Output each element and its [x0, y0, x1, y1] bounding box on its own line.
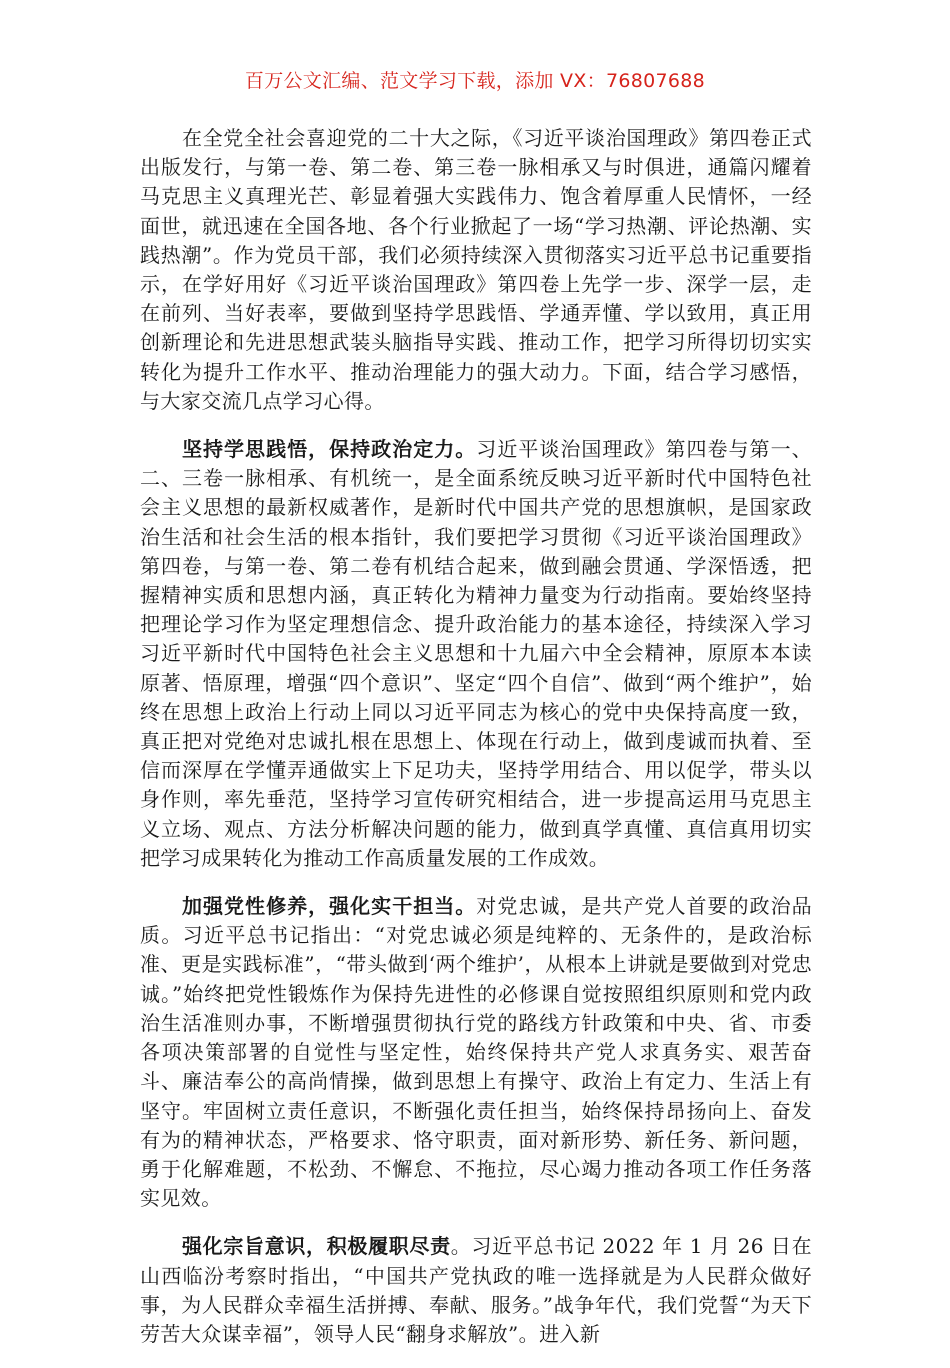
paragraph-section-1 — [140, 435, 812, 873]
document-body — [140, 124, 812, 1368]
paragraph-text: 对党忠诚，是共产党人首要的政治品质。习近平总书记指出：“对党忠诚必须是纯粹的、无条件的，是政治标准、更是实践标准”，“带头做到‘两个维护’，从根本上讲就是要做到对党忠诚。”始终把党性锻炼作为保持先进性的必修课自觉按照组织原则和党内政治生活准则办事，不断增强贯彻执行党的路线方针政策和中央、省、市委各项决策部署的自觉性与坚定性，始终保持共产党人求真务实、艰苦奋斗、廉洁奉公的高尚情操，做到思想上有操守、政治上有定力、生活上有坚守。牢固树立责任意识，不断强化责任担当，始终保持昂扬向上、奋发有为的精神状态，严格要求、恪守职责，面对新形势、新任务、新问题，勇于化解难题，不松劲、不懈怠、不拖拉，尽心竭力推动各项工作任务落实见效。 — [140, 894, 812, 1211]
section-heading: 坚持学思践悟，保持政治定力。 — [182, 437, 477, 462]
section-heading: 强化宗旨意识，积极履职尽责 — [182, 1234, 451, 1259]
paragraph-section-3 — [140, 1232, 812, 1349]
paragraph-text: 习近平谈治国理政》第四卷与第一、二、三卷一脉相承、有机统一，是全面系统反映习近平新时代中国特色社会主义思想的最新权威著作，是新时代中国共产党的思想旗帜，是国家政治生活和社会生活的根本指针，我们要把学习贯彻《习近平谈治国理政》第四卷，与第一卷、第二卷有机结合起来，做到融会贯通、学深悟透，把握精神实质和思想内涵，真正转化为精神力量变为行动指南。要始终坚持把理论学习作为坚定理想信念、提升政治能力的基本途径，持续深入学习习近平新时代中国特色社会主义思想和十九届六中全会精神，原原本本读原著、悟原理，增强“四个意识”、坚定“四个自信”、做到“两个维护”，始终在思想上政治上行动上同以习近平同志为核心的党中央保持高度一致，真正把对党绝对忠诚扎根在思想上、体现在行动上，做到虔诚而执着、至信而深厚在学懂弄通做实上下足功夫，坚持学用结合、用以促学，带头以身作则，率先垂范，坚持学习宣传研究相结合，进一步提高运用马克思主义立场、观点、方法分析解决问题的能力，做到真学真懂、真信真用切实把学习成果转化为推动工作高质量发展的工作成效。 — [140, 437, 812, 870]
paragraph-text: 在全党全社会喜迎党的二十大之际，《习近平谈治国理政》第四卷正式出版发行，与第一卷、第二卷、第三卷一脉相承又与时俱进，通篇闪耀着马克思主义真理光芒、彰显着强大实践伟力、饱含着厚重人民情怀，一经面世，就迅速在全国各地、各个行业掀起了一场“学习热潮、评论热潮、实践热潮”。作为党员干部，我们必须持续深入贯彻落实习近平总书记重要指示，在学好用好《习近平谈治国理政》第四卷上先学一步、深学一层，走在前列、当好表率，要做到坚持学思践悟、学通弄懂、学以致用，真正用创新理论和先进思想武装头脑指导实践、推动工作，把学习所得切切实实转化为提升工作水平、推动治理能力的强大动力。下面，结合学习感悟，与大家交流几点学习心得。 — [140, 126, 812, 413]
paragraph-text: 。习近平总书记 2022 年 1 月 26 日在山西临汾考察时指出，“中国共产党执政的唯一选择就是为人民群众做好事，为人民群众幸福生活拼搏、奉献、服务。”战争年代，我们党誓“为天下劳苦大众谋幸福”，领导人民“翻身求解放”。进入新 — [140, 1234, 812, 1346]
paragraph-section-2 — [140, 892, 812, 1213]
header-banner: 百万公文汇编、范文学习下载，添加 VX：76807688 — [244, 70, 706, 92]
section-heading: 加强党性修养，强化实干担当。 — [182, 894, 477, 919]
paragraph-intro — [140, 124, 812, 416]
